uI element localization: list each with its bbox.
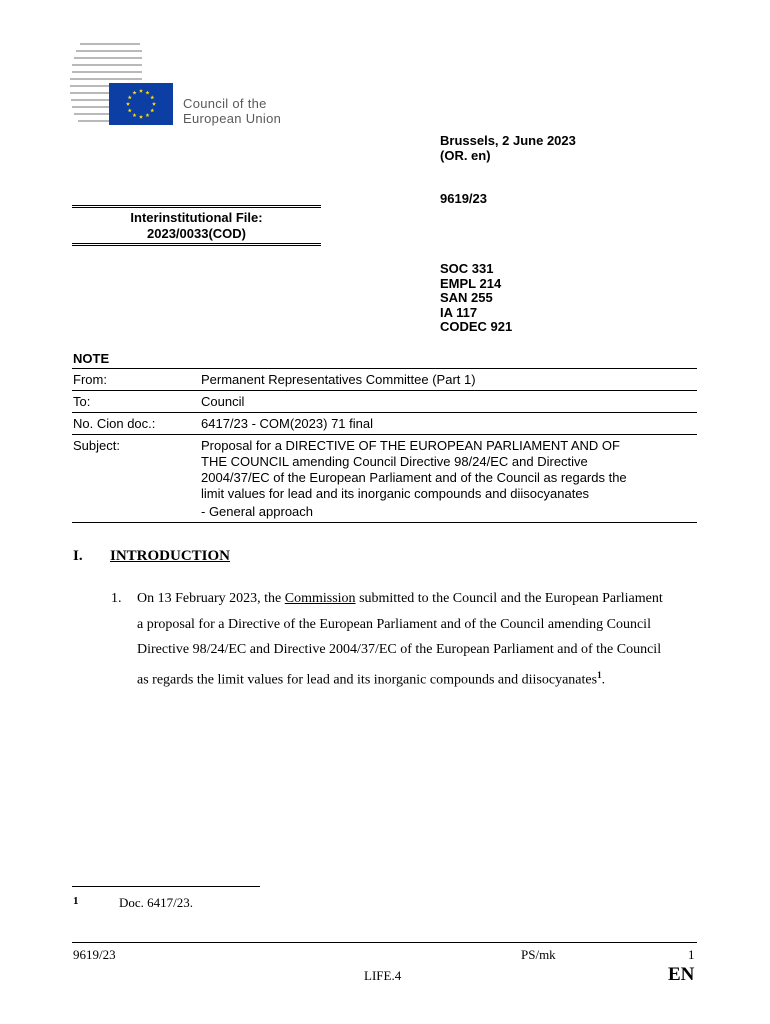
flag-star bbox=[132, 113, 136, 117]
interinstitutional-file-label: Interinstitutional File: bbox=[130, 210, 263, 225]
footer-doc-ref: 9619/23 bbox=[73, 947, 116, 962]
paragraph-number: 1. bbox=[111, 591, 122, 606]
footer-initials: PS/mk bbox=[521, 947, 556, 962]
document-number: 9619/23 bbox=[440, 191, 487, 206]
code-item: IA 117 bbox=[440, 304, 478, 320]
subject-line: Proposal for a DIRECTIVE OF THE EUROPEAN PARLIAMENT AND OF bbox=[201, 438, 620, 453]
flag-star bbox=[152, 102, 156, 106]
paragraph-1 bbox=[108, 586, 668, 693]
section-title: INTRODUCTION bbox=[110, 548, 231, 564]
flag-star bbox=[139, 89, 143, 93]
note-row-cion-doc bbox=[72, 413, 697, 435]
footer-divider bbox=[72, 942, 697, 943]
footnote-ref[interactable]: 1 bbox=[597, 669, 602, 680]
original-language: (OR. en) bbox=[440, 148, 491, 163]
code-item: EMPL 214 bbox=[440, 275, 502, 291]
note-value: Council bbox=[201, 394, 245, 409]
subject-line: 2004/37/EC of the European Parliament and of the Council as regards the bbox=[201, 470, 627, 485]
note-row-to bbox=[72, 391, 697, 413]
flag-star bbox=[150, 108, 154, 112]
note-value: Permanent Representatives Committee (Part 1) bbox=[201, 372, 476, 387]
subject-extra: - General approach bbox=[201, 504, 314, 519]
flag-star bbox=[132, 91, 136, 95]
footnote-number: 1 bbox=[73, 895, 79, 907]
institution-line2: European Union bbox=[183, 111, 282, 126]
note-table bbox=[72, 368, 697, 523]
institution-line1: Council of the bbox=[183, 96, 267, 111]
note-row-subject bbox=[72, 435, 697, 523]
note-label: To: bbox=[73, 394, 91, 409]
flag-star bbox=[128, 108, 132, 112]
subject-line: limit values for lead and its inorganic compounds and diisocyanates bbox=[201, 486, 590, 501]
section-number: I. bbox=[73, 548, 83, 564]
council-logo bbox=[70, 40, 310, 130]
paragraph-text-after: submitted to the Council and the European Parliament a proposal for a Directive of the European Parliament and of the Council amending Council Directive 98/24/EC and Directive 2004/37/EC of the European Parliament and of the Council as regards the limit values for lead and its inorganic compounds and diisocyanates bbox=[137, 591, 663, 688]
document-date: Brussels, 2 June 2023 bbox=[440, 133, 576, 148]
classification-codes bbox=[440, 262, 512, 335]
commission-link: Commission bbox=[284, 591, 356, 606]
footer-page-number: 1 bbox=[688, 947, 695, 962]
flag-star bbox=[150, 95, 154, 99]
institution-name bbox=[183, 96, 281, 126]
flag-star bbox=[145, 91, 149, 95]
paragraph-end: . bbox=[601, 672, 606, 688]
note-row-from bbox=[72, 369, 697, 391]
footer-department: LIFE.4 bbox=[364, 968, 402, 983]
flag-star bbox=[145, 113, 149, 117]
code-item: CODEC 921 bbox=[440, 319, 513, 334]
paragraph-text bbox=[137, 586, 668, 693]
note-value: 6417/23 - COM(2023) 71 final bbox=[201, 416, 373, 431]
flag-star bbox=[128, 95, 132, 99]
note-title: NOTE bbox=[73, 351, 110, 366]
footnote-divider bbox=[72, 886, 260, 887]
interinstitutional-file-number: 2023/0033(COD) bbox=[147, 226, 246, 241]
eu-flag-icon bbox=[109, 83, 173, 125]
paragraph-text-before: On 13 February 2023, the bbox=[137, 591, 285, 606]
flag-star bbox=[139, 115, 143, 119]
note-label: From: bbox=[73, 372, 107, 387]
note-label: No. Cion doc.: bbox=[73, 416, 156, 431]
flag-star bbox=[126, 102, 130, 106]
code-item: SOC 331 bbox=[440, 261, 494, 276]
date-block bbox=[440, 133, 576, 163]
subject-line: THE COUNCIL amending Council Directive 98/24/EC and Directive bbox=[201, 454, 588, 469]
note-subject bbox=[201, 435, 697, 523]
footnote-text: Doc. 6417/23. bbox=[119, 895, 194, 910]
interinstitutional-file-box bbox=[72, 205, 321, 246]
code-item: SAN 255 bbox=[440, 290, 493, 305]
footer-language: EN bbox=[668, 964, 695, 985]
note-label: Subject: bbox=[73, 438, 120, 453]
